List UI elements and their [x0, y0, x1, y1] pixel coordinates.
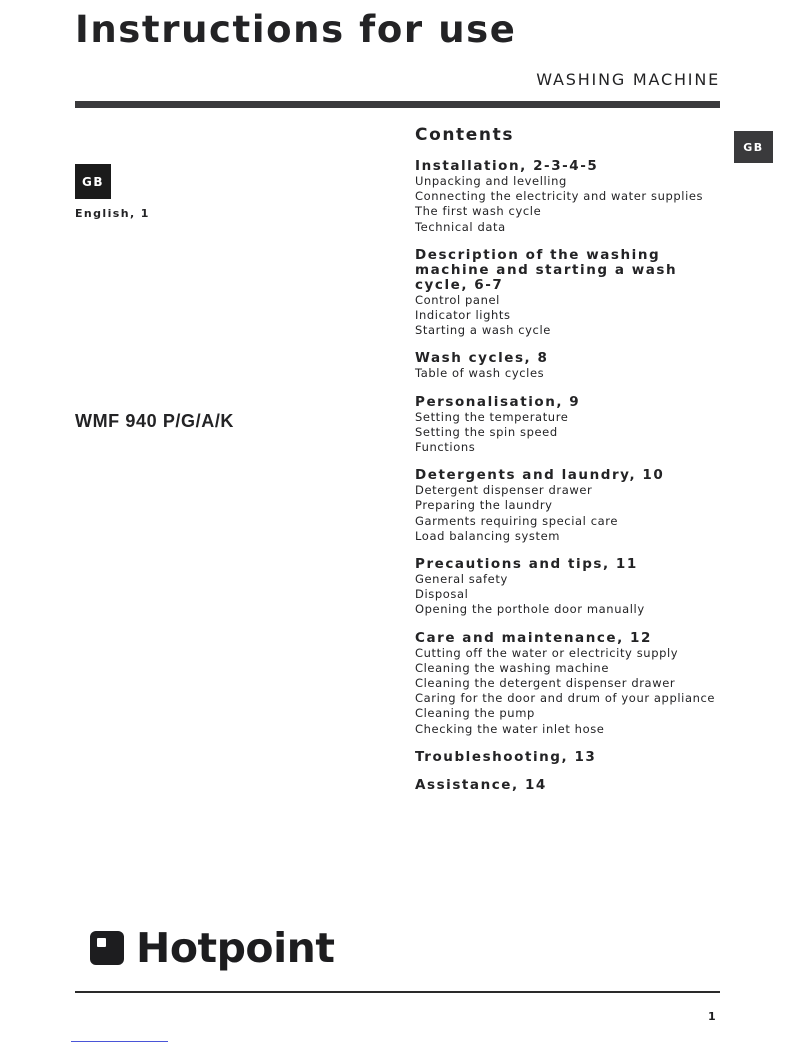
brand-name: Hotpoint	[136, 924, 335, 972]
link-underline[interactable]	[71, 1041, 168, 1042]
section-item: Cleaning the washing machine	[415, 660, 609, 675]
section-item: Preparing the laundry	[415, 498, 553, 513]
contents-section	[415, 468, 735, 544]
page-title: Instructions for use	[75, 8, 517, 51]
contents-section	[415, 248, 735, 339]
section-item: Starting a wash cycle	[415, 323, 551, 338]
contents-section	[415, 778, 735, 793]
section-item: Disposal	[415, 587, 469, 602]
contents-section	[415, 395, 735, 456]
section-item: Control panel	[415, 292, 500, 307]
document-subtitle: WASHING MACHINE	[536, 70, 720, 89]
section-item: Connecting the electricity and water supplies	[415, 189, 704, 204]
section-item: Technical data	[415, 219, 506, 234]
model-number: WMF 940 P/G/A/K	[75, 411, 235, 431]
section-item: Detergent dispenser drawer	[415, 483, 593, 498]
header-divider	[75, 101, 720, 108]
section-item: Cleaning the pump	[415, 706, 535, 721]
section-item: Cutting off the water or electricity supply	[415, 645, 679, 660]
language-label: English, 1	[75, 207, 150, 220]
section-item: Cleaning the detergent dispenser drawer	[415, 676, 676, 691]
table-of-contents	[415, 124, 735, 806]
contents-section	[415, 159, 735, 235]
section-item: General safety	[415, 572, 508, 587]
contents-section	[415, 750, 735, 765]
section-item: Setting the temperature	[415, 409, 569, 424]
section-title: Wash cycles, 8	[415, 350, 549, 367]
section-title: Personalisation, 9	[415, 393, 581, 410]
section-item: Checking the water inlet hose	[415, 721, 605, 736]
section-item: Setting the spin speed	[415, 424, 558, 439]
contents-section	[415, 351, 735, 381]
section-title: Troubleshooting, 13	[415, 748, 597, 765]
section-title: Assistance, 14	[415, 776, 547, 793]
contents-section	[415, 631, 735, 737]
contents-section	[415, 557, 735, 618]
section-item: Load balancing system	[415, 528, 561, 543]
section-title: Precautions and tips, 11	[415, 556, 638, 573]
section-title: Detergents and laundry, 10	[415, 467, 665, 484]
contents-sections	[415, 159, 735, 793]
footer-divider	[75, 991, 720, 993]
section-title: Care and maintenance, 12	[415, 629, 652, 646]
section-item: Table of wash cycles	[415, 366, 545, 381]
section-item: Garments requiring special care	[415, 513, 619, 528]
language-side-tab: GB	[734, 131, 773, 163]
section-item: Functions	[415, 440, 476, 455]
language-badge: GB	[75, 164, 111, 199]
brand-logo	[90, 923, 334, 973]
section-title: Description of the washing machine and starting a wash cycle, 6-7	[415, 246, 678, 293]
section-item: Indicator lights	[415, 308, 511, 323]
section-item: Caring for the door and drum of your appliance	[415, 691, 716, 706]
contents-heading: Contents	[415, 125, 515, 145]
section-item: The first wash cycle	[415, 204, 542, 219]
section-title: Installation, 2-3-4-5	[415, 158, 599, 174]
section-item: Opening the porthole door manually	[415, 602, 645, 617]
hotpoint-logo-icon	[90, 931, 124, 965]
section-item: Unpacking and levelling	[415, 174, 567, 188]
page-number: 1	[708, 1010, 716, 1023]
